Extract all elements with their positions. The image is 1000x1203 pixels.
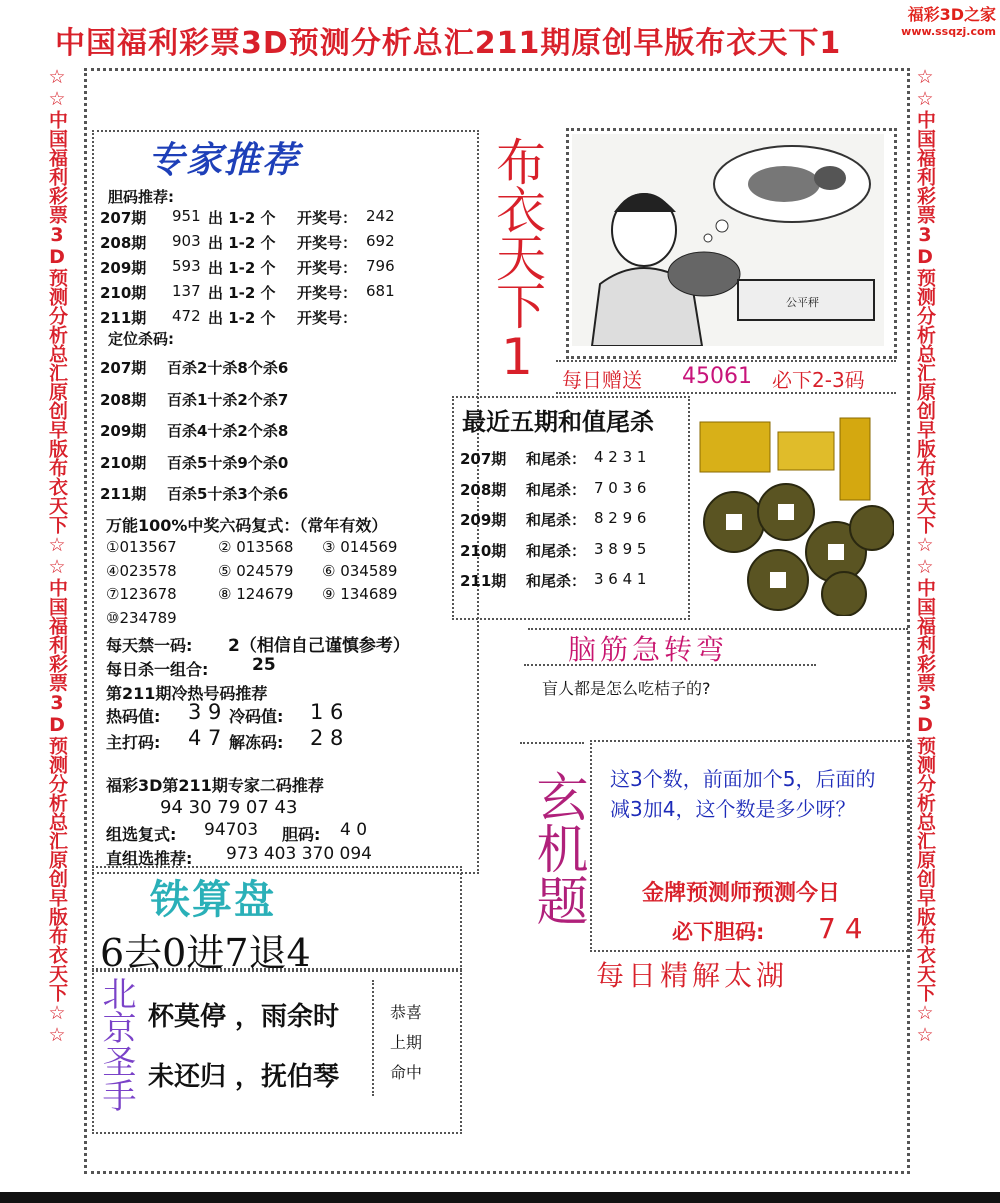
tail-label: 和尾杀： (526, 572, 587, 590)
congrats-divider (372, 980, 374, 1096)
sum-tail-title: 最近五期和值尾杀 (462, 408, 654, 436)
two-title: 福彩3D第211期专家二码推荐 (106, 776, 324, 795)
cartoon-illustration (572, 134, 884, 346)
dan-note: 出 1-2 个 (208, 284, 276, 302)
kill-text: 百杀2十杀8个杀6 (167, 359, 289, 377)
beijing-line2: 未还归 ，抚伯琴 (148, 1062, 340, 1092)
group-value: 94703 (204, 820, 259, 840)
six-code: ⑩234789 (106, 608, 177, 627)
beijing-line1: 杯莫停 ，雨余时 (148, 1002, 340, 1032)
taihu-title: 每日精解太湖 (596, 959, 789, 992)
gold-line1: 金牌预测师预测今日 (642, 881, 841, 906)
ban-value: 2（相信自己谨慎参考） (228, 636, 410, 656)
six-title: 万能100%中奖六码复式：（常年有效） (106, 516, 388, 535)
tail-value: 4 2 3 1 (594, 448, 647, 466)
daily-suffix: 必下2-3码 (772, 368, 865, 392)
kill-period: 207期 (100, 359, 147, 377)
kill-text: 百杀1十杀2个杀7 (167, 390, 289, 409)
dan-title: 胆码推荐: (108, 188, 174, 206)
six-code: ④023578 (106, 561, 177, 580)
daily-number: 45061 (682, 364, 752, 389)
kill-text: 百杀4十杀2个杀8 (167, 422, 289, 440)
tail-label: 和尾杀： (526, 541, 587, 560)
dan-result-label: 开奖号： (297, 309, 358, 327)
riddle-vertical: 玄机题 (527, 770, 587, 926)
gold-coins-image (694, 412, 894, 616)
tail-period: 211期 (460, 572, 507, 590)
tail-value: 8 2 9 6 (594, 509, 647, 527)
bottom-bar (0, 1192, 1000, 1203)
tail-value: 7 0 3 6 (594, 478, 647, 497)
dan-period: 209期 (100, 259, 147, 277)
right-side-banner: ☆☆中国福利彩票3D预测分析总汇原创早版布衣天下☆☆中国福利彩票3D预测分析总汇原创早版布衣天下☆☆ (914, 66, 936, 1046)
kill-title: 定位杀码: (108, 330, 174, 348)
dan-result-label: 开奖号： (297, 259, 358, 277)
riddle-text: 这3个数，前面加个5，后面的减3加4，这个数是多少呀？ (610, 767, 876, 821)
six-code: ⑥ 034589 (322, 561, 398, 580)
dan-number: 593 (172, 257, 201, 275)
brain-divider-2 (524, 664, 816, 666)
main-value: 4 7 (188, 726, 222, 750)
ban-label: 每天禁一码: (106, 636, 193, 655)
dan-period: 208期 (100, 234, 147, 252)
two-dan-label: 胆码: (282, 825, 321, 844)
dan-result-label: 开奖号： (297, 234, 358, 252)
brain-divider-3 (520, 742, 584, 744)
congrats-text: 上期 (390, 1033, 423, 1052)
gold-label: 必下胆码: (672, 920, 765, 944)
hotcold-title: 第211期冷热号码推荐 (106, 684, 268, 703)
kill-period: 208期 (100, 390, 147, 409)
six-code: ⑨ 134689 (322, 585, 398, 603)
dan-note: 出 1-2 个 (208, 309, 276, 327)
tail-period: 209期 (460, 511, 507, 529)
cold-label: 冷码值: (229, 707, 284, 726)
dan-period: 207期 (100, 209, 147, 227)
unfreeze-value: 2 8 (310, 726, 344, 750)
hot-value: 3 9 (188, 700, 222, 724)
dan-result-label: 开奖号： (297, 284, 358, 302)
expert-title: 专家推荐 (148, 140, 301, 181)
scale-sign: 公平秤 (786, 296, 819, 309)
dan-number: 951 (172, 207, 201, 225)
kill-combo-label: 每日杀一组合: (106, 660, 209, 679)
dan-result-label: 开奖号： (297, 209, 358, 227)
direct-label: 直组选推荐: (106, 849, 193, 868)
dan-number: 903 (172, 232, 201, 250)
brain-question: 盲人都是怎么吃桔子的? (542, 679, 711, 698)
tail-value: 3 6 4 1 (594, 570, 647, 588)
gold-value: 7 4 (818, 912, 863, 945)
dan-period: 210期 (100, 284, 147, 302)
kill-combo-value: 25 (252, 655, 276, 675)
six-code: ⑦123678 (106, 585, 177, 603)
kill-text: 百杀5十杀3个杀6 (167, 485, 289, 503)
dan-note: 出 1-2 个 (208, 259, 276, 277)
direct-value: 973 403 370 094 (226, 844, 373, 864)
dan-number: 472 (172, 307, 201, 325)
unfreeze-label: 解冻码: (229, 733, 284, 752)
dan-note: 出 1-2 个 (208, 234, 276, 252)
six-code: ③ 014569 (322, 538, 398, 556)
tail-period: 210期 (460, 541, 507, 560)
six-code: ⑧ 124679 (218, 585, 294, 603)
tail-period: 208期 (460, 480, 507, 499)
daily-label: 每日赠送 (562, 368, 642, 392)
hot-label: 热码值: (106, 707, 161, 726)
tail-label: 和尾杀： (526, 450, 587, 468)
six-code: ② 013568 (218, 538, 294, 556)
tail-label: 和尾杀： (526, 511, 587, 529)
abacus-text: 6去0进7退4 (100, 931, 311, 975)
six-code: ⑤ 024579 (218, 561, 294, 580)
congrats-text: 恭喜 (390, 1003, 423, 1022)
tail-value: 3 8 9 5 (594, 539, 647, 558)
beijing-vertical: 北京圣手 (96, 976, 136, 1112)
tail-label: 和尾杀： (526, 480, 587, 499)
brain-title: 脑筋急转弯 (568, 633, 729, 666)
kill-period: 211期 (100, 485, 147, 503)
left-side-banner: ☆☆中国福利彩票3D预测分析总汇原创早版布衣天下☆☆中国福利彩票3D预测分析总汇原创早版布衣天下☆☆ (46, 66, 68, 1046)
dan-result: 681 (366, 282, 395, 300)
dan-result: 692 (366, 232, 395, 250)
congrats-text: 命中 (390, 1063, 423, 1082)
dan-number: 137 (172, 282, 201, 300)
main-label: 主打码: (106, 733, 161, 752)
dan-note: 出 1-2 个 (208, 209, 276, 227)
page-title: 中国福利彩票3D预测分析总汇211期原创早版布衣天下1 (55, 26, 842, 61)
brand-vertical: 布衣天下1 (488, 136, 546, 384)
dan-period: 211期 (100, 309, 147, 327)
watermark-url: www.ssqzj.com (901, 25, 996, 38)
kill-text: 百杀5十杀9个杀0 (167, 453, 289, 472)
dan-result: 796 (366, 257, 395, 275)
six-code: ①013567 (106, 538, 177, 556)
kill-period: 210期 (100, 453, 147, 472)
two-nums: 94 30 79 07 43 (160, 797, 298, 818)
two-dan-value: 4 0 (340, 820, 368, 840)
watermark-site: 福彩3D之家 (907, 5, 996, 24)
tail-period: 207期 (460, 450, 507, 468)
abacus-title: 铁算盘 (150, 877, 276, 923)
kill-period: 209期 (100, 422, 147, 440)
group-label: 组选复式: (106, 825, 177, 844)
cold-value: 1 6 (310, 700, 344, 724)
dan-result: 242 (366, 207, 395, 225)
site-watermark (901, 2, 996, 38)
